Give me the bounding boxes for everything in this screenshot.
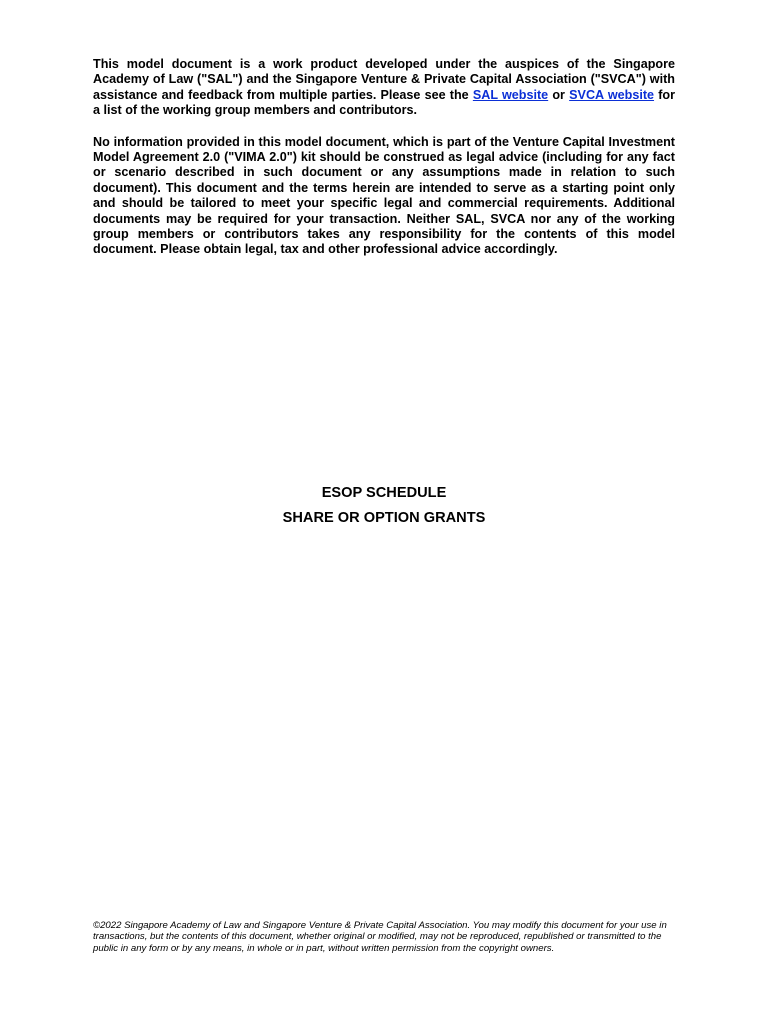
disclaimer-paragraph-2: No information provided in this model document, which is part of the Venture Capital Investment Model Agreement 2.0 ("VIMA 2.0") kit should be construed as legal advice (including for any fact or scenario described in such document or any assumptions made in relation to such document). This document and the terms herein are intended to serve as a starting point only and should be tailored to meet your specific legal and commercial requirements. Additional documents may be required for your transaction. Neither SAL, SVCA nor any of the working group members or contributors takes any responsibility for the contents of this model document. Please obtain legal, tax and other professional advice accordingly. bbox=[93, 134, 675, 257]
disclaimer-p1-text-end: for a list of the working group members and contributors. bbox=[93, 87, 675, 118]
disclaimer-block bbox=[93, 57, 675, 258]
sal-website-link[interactable]: SAL website bbox=[472, 87, 549, 102]
document-title bbox=[0, 485, 768, 527]
disclaimer-p1-text-start: This model document is a work product developed under the auspices of the Singapore Academy of Law ("SAL") and the Singapore Venture & Private Capital Association ("SVCA") with assistance and feedback from multiple parties. Please see the bbox=[93, 57, 675, 102]
disclaimer-p1-or: or bbox=[548, 87, 570, 102]
copyright-footer: ©2022 Singapore Academy of Law and Singapore Venture & Private Capital Association. You may modify this document for your use in transactions, but the contents of this document, whether original or modified, may not be reproduced, republished or transmitted to the public in any form or by any means, in whole or in part, without written permission from the copyright owners. bbox=[93, 920, 667, 954]
title-line-esop-schedule: ESOP SCHEDULE bbox=[321, 485, 447, 501]
svca-website-link[interactable]: SVCA website bbox=[569, 87, 655, 102]
title-line-share-or-option-grants: SHARE OR OPTION GRANTS bbox=[282, 510, 486, 526]
disclaimer-paragraph-1 bbox=[93, 57, 675, 119]
